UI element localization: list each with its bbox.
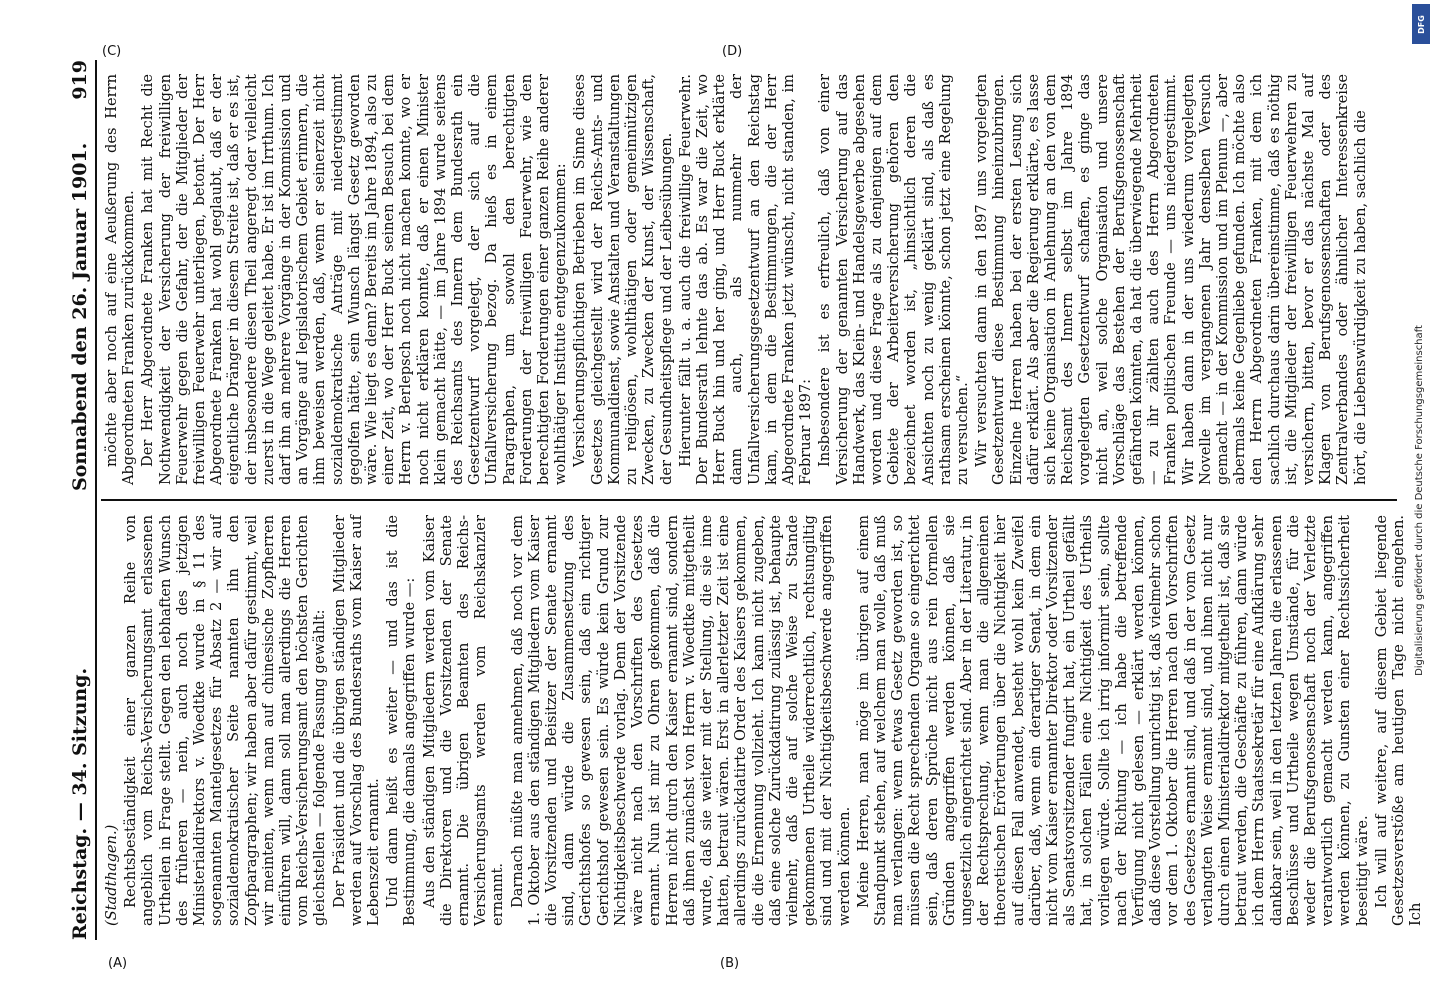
paragraph: Meine Herren, man möge im übrigen auf einem Standpunkt stehen, auf welchem man wolle, daß muß man verlangen: wenn etwas Gesetz geworden ist, so müssen die Recht sprechenden Organe so eingerichtet sein, daß deren Sprüche nicht aus rein formellen Gründen angegriffen werden können, daß sie ungesetzlich eingerichtet sind. Aber in der Literatur, in der Rechtsprechung, wenn man die allgemeinen theoretischen Erörterungen über die Nichtigkeit hier auf diesen Fall anwendet, besteht wohl kein Zweifel darüber, daß, wenn ein derartiger Senat, in dem ein nicht vom Kaiser ernannter Direktor oder Vorsitzender als Senatsvorsitzender fungirt hat, ein Urtheil gefällt hat, in solchen Fällen eine Nichtigkeit des Urtheils vorliegen würde. Sollte ich irrig informirt sein, sollte nach der Richtung — ich habe die betreffende Verfügung nicht gelesen — erklärt werden können, daß diese Vorstellung unrichtig ist, daß vielmehr schon vor dem 1. Oktober die Herren nach den Vorschriften des Gesetzes ernannt sind, und daß in der vom Gesetz verlangten Weise ernannt sind, und ihnen nicht nur durch einen Ministerialdirektor mitgetheilt ist, daß sie betraut werden, die Geschäfte zu führen, dann würde ich dem Herrn Staatssekretär für eine Aufklärung sehr dankbar sein, weil in den letzten Jahren die erlassenen Beschlüsse und Urtheile wegen Umstände, für die weder die Berufsgenossenschaft noch der Verletzte verantwortlich gemacht werden kann, angegriffen werden können, zu Gunsten einer Rechtssicherheit beseitigt wäre. xyxy=(854,515,1371,926)
digitization-note: Digitalisierung gefördert durch die Deutsche Forschungsgemeinschaft xyxy=(1413,324,1425,676)
paragraph: Rechtsbeständigkeit einer ganzen Reihe von angeblich vom Reichs-Versicherungsamt erlassenen Urtheilen in Frage stellt. Gegen den lebhaften Wunsch des früheren — nein, auch noch des jetzigen Ministerialdirektors v. Woedtke wurde in § 11 des sogenannten Mantelgesetzes für Absatz 2 — wir auf sozialdemokratischer Seite nannten ihn den Zopfparagraphen; wir haben aber dafür gestimmt, weil wir meinten, wenn man auf chinesische Zopfherren einführen will, dann soll man allerdings die Herren vom Reichs-Versicherungsamt den höchsten Gerichten gleichstellen — folgende Fassung gewählt: xyxy=(122,515,329,926)
column-right xyxy=(101,60,1397,501)
marker-c: (C) xyxy=(102,44,122,59)
paragraph: Und dann heißt es weiter — und das ist die Bestimmung, die damals angegriffen wurde —: xyxy=(384,515,419,926)
paragraph: Darnach müßte man annehmen, daß noch vor dem 1. Oktober aus den ständigen Mitgliedern vom Kaiser die Vorsitzenden und Beisitzer der Senate ernannt sind, dann würde die Zusammensetzung des Gerichtshofes so gewesen sein, daß ein richtiger Gerichtshof gewesen sein. Es würde kein Grund zur Nichtigkeitsbeschwerde vorlag. Denn der Vorsitzende wäre nicht nach den Vorschriften des Gesetzes ernannt. Nun ist mir zu Ohren gekommen, daß die Herren nicht durch den Kaiser ernannt sind, sondern daß ihnen zunächst von Herrn v. Woedtke mitgetheilt wurde, daß sie weiter mit der Stellung, die sie inne hatten, betraut wären. Erst in allerletzter Zeit ist eine allerdings zurückdatirte Order des Kaisers gekommen, die die Ernennung vollzieht. Ich kann nicht zugeben, daß eine solche Zurückdatirung zulässig ist, behaupte vielmehr, daß die auf solche Weise zu Stande gekommenen Urtheile widerrechtlich, rechtsungiltig sind und mit der Nichtigkeitsbeschwerde angegriffen werden können. xyxy=(508,515,853,926)
marker-d: (D) xyxy=(722,44,743,59)
page-header xyxy=(57,60,97,940)
paragraph: Ich will auf weitere, auf diesem Gebiet liegende Gesetzesverstöße am heutigen Tage nicht eingehen. Ich xyxy=(1372,515,1425,926)
dfg-logo: DFG xyxy=(1412,4,1430,44)
paragraph: Der Herr Abgeordnete Franken hat mit Recht die Nothwendigkeit der Versicherung der freiwilligen Feuerwehr gegen die Gefahr, der die Mitglieder der freiwilligen Feuerwehr unterliegen, betont. Der Herr Abgeordnete Franken hat wohl geglaubt, daß er der eigentliche Dränger in diesem Streite ist, daß er es ist, der insbesondere diesen Theil angeregt oder vielleicht zuerst in die Wege geleitet habe. Er ist im Irrthum. Ich darf ihn an mehrere Vorgänge in der Kommission und an Vorgänge auf legislatorischem Gebiet erinnern, die ihm beweisen werden, daß, wenn er seinerzeit nicht sozialdemokratische Anträge mit niedergestimmt gegolfen hätte, sein Wunsch längst Gesetz geworden wäre. Wie liegt es denn? Bereits im Jahre 1894, also zu einer Zeit, wo der Herr Buck seinen Besuch bei dem Herrn v. Berlepsch noch nicht machen konnte, wo er noch nicht erklären konnte, daß er einen Minister klein gemacht hätte, — im Jahre 1894 wurde seitens des Reichsamts des Innern dem Bundesrath ein Gesetzentwurf vorgelegt, der sich auf die Unfallversicherung bezog. Da hieß es in einem Paragraphen, um sowohl den berechtigten Forderungen der freiwilligen Feuerwehr, wie den berechtigten Forderungen einer ganzen Reihe anderer wohlthätiger Institute entgegenzukommen: xyxy=(139,74,570,485)
paragraph: Der Präsident und die übrigen ständigen Mitglieder werden auf Vorschlag des Bundesraths vom Kaiser auf Lebenszeit ernannt. xyxy=(330,515,383,926)
paragraph: Hierunter fällt u. a. auch die freiwillige Feuerwehr. Der Bundesrath lehnte das ab. Es war die Zeit, wo Herr Buck hin und her ging, und Herr Buck erklärte dann auch, als nunmehr der Unfallversicherungsgesetzentwurf an den Reichstag kam, in dem die Bestimmungen, die der Herr Abgeordnete Franken jetzt wünscht, nicht standen, im Februar 1897: xyxy=(676,74,815,485)
page-number: 919 xyxy=(69,60,91,100)
speaker-label: (Stadthagen.) xyxy=(103,824,120,926)
marker-a: (A) xyxy=(108,956,128,971)
paragraph: Insbesondere ist es erfreulich, daß von einer Versicherung der genannten Versicherung auf das Handwerk, das Klein- und Handelsgewerbe abgesehen worden und diese Frage als zu denjenigen auf dem Gebiete der Arbeiterversicherung gehören den bezeichnet worden ist, „hinsichtlich deren die Ansichten noch zu wenig geklärt sind, als daß es rathsam erscheinen könnte, schon jetzt eine Regelung zu versuchen.“ xyxy=(816,74,971,485)
header-session: Reichstag. — 34. Sitzung. xyxy=(69,667,91,940)
header-date: Sonnabend den 26. Januar 1901. xyxy=(69,142,91,491)
paragraph: Aus den ständigen Mitgliedern werden vom Kaiser die Direktoren und die Vorsitzenden der Senate ernannt. Die übrigen Beamten des Reichs-Versicherungsamts werden vom Reichskanzler ernannt. xyxy=(420,515,507,926)
header-right xyxy=(69,60,91,509)
marker-b: (B) xyxy=(720,956,740,971)
column-left xyxy=(101,501,1425,940)
paragraph: möchte aber noch auf eine Aeußerung des Herrn Abgeordneten Franken zurückkommen. xyxy=(103,74,138,485)
paragraph: Wir versuchten dann in den 1897 uns vorgelegten Gesetzentwurf diese Bestimmung hineinzubringen. Einzelne Herren haben bei der ersten Lesung sich dafür erklärt. Als aber die Regierung erklärte, es lasse sich keine Organisation in Anlehnung an den von dem Reichsamt des Innern selbst im Jahre 1894 vorgelegten Gesetzentwurf schaffen, es ginge das nicht an, weil solche Organisation und unsere Vorschläge das Bestehen der Berufsgenossenschaft gefährden könnten, da hat die überwiegende Mehrheit — zu ihr zählten auch des Herrn Abgeordneten Franken politischen Freunde — uns niedergestimmt. Wir haben dann in der uns wiederum vorgelegten Novelle im vergangenen Jahr denselben Versuch gemacht — in der Kommission und im Plenum —, aber abermals keine Gegenliebe gefunden. Ich möchte also den Herrn Abgeordneten Franken, mit dem ich sachlich durchaus darin übereinstimme, daß es nöthig ist, die Mitglieder der freiwilligen Feuerwehren zu versichern, bitten, bevor er das nächste Mal auf Klagen von Berufsgenossenschaften oder des Zentralverbandes oder ähnlicher Interessenkreise hört, die Liebenswürdigkeit zu haben, sachlich die xyxy=(973,74,1369,485)
paragraph: Versicherungspflichtigen Betrieben im Sinne dieses Gesetzes gleichgestellt wird der Reichs-Amts- und Kommunaldienst, sowie Anstalten und Veranstaltungen zu religiösen, wohlthätigen oder gemeinnützigen Zwecken, zu Zwecken der Kunst, der Wissenschaft, der Gesundheitspflege und der Leibesübungen. xyxy=(571,74,675,485)
